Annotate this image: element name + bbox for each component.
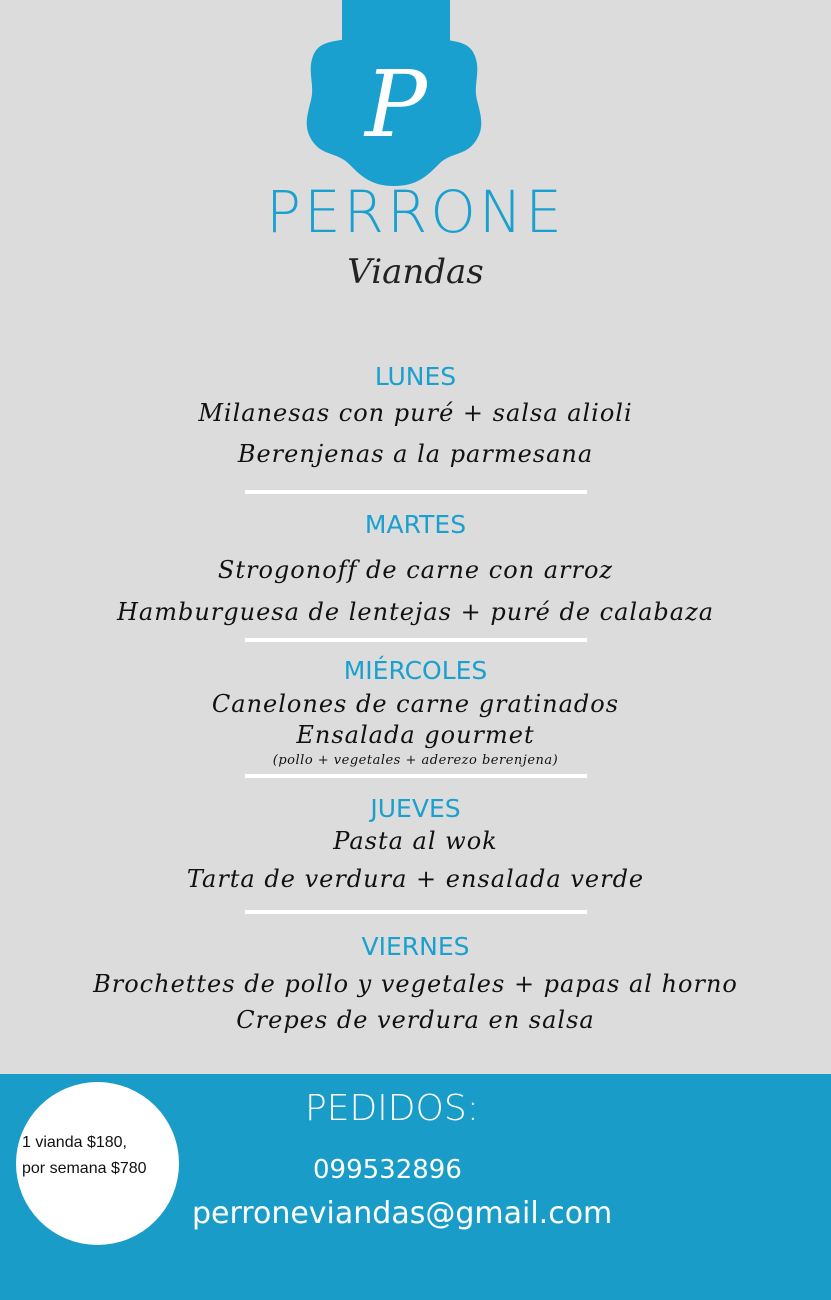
phone-number[interactable]: 099532896 [313,1155,462,1185]
dish-item: Hamburguesa de lentejas + puré de calabaza [116,598,715,626]
logo-badge [303,18,485,188]
dish-item: Canelones de carne gratinados [211,690,620,718]
divider [245,774,587,778]
dish-item: Milanesas con puré + salsa alioli [198,399,633,427]
day-heading: MARTES [364,510,467,539]
day-heading: MIÉRCOLES [343,656,488,685]
dish-item: Pasta al wok [333,827,498,855]
dish-item: Strogonoff de carne con arroz [217,556,614,584]
day-section-viernes [0,930,831,1036]
orders-heading: PEDIDOS: [305,1088,479,1129]
brand-name: PERRONE [266,178,565,246]
price-week: por semana $780 [22,1160,147,1177]
divider [245,910,587,914]
price-single: 1 vianda $180, [22,1134,127,1151]
dish-item: Tarta de verdura + ensalada verde [186,865,645,893]
brand-subtitle: Viandas [347,252,484,292]
dish-note: (pollo + vegetales + aderezo berenjena) [272,753,559,768]
day-heading: LUNES [374,362,457,391]
dish-item: Ensalada gourmet [296,721,535,749]
day-section-lunes [0,360,831,476]
day-section-martes [0,508,831,632]
day-heading: VIERNES [361,932,470,961]
divider [245,638,587,642]
day-section-miercoles [0,654,831,772]
divider [245,490,587,494]
email-address[interactable]: perroneviandas@gmail.com [192,1196,613,1231]
dish-item: Crepes de verdura en salsa [236,1006,595,1034]
day-heading: JUEVES [370,794,461,823]
dish-item: Berenjenas a la parmesana [237,440,594,468]
dish-item: Brochettes de pollo y vegetales + papas al horno [93,970,738,998]
logo-letter: P [365,51,427,158]
day-section-jueves [0,792,831,902]
weekly-menu [0,360,831,1036]
